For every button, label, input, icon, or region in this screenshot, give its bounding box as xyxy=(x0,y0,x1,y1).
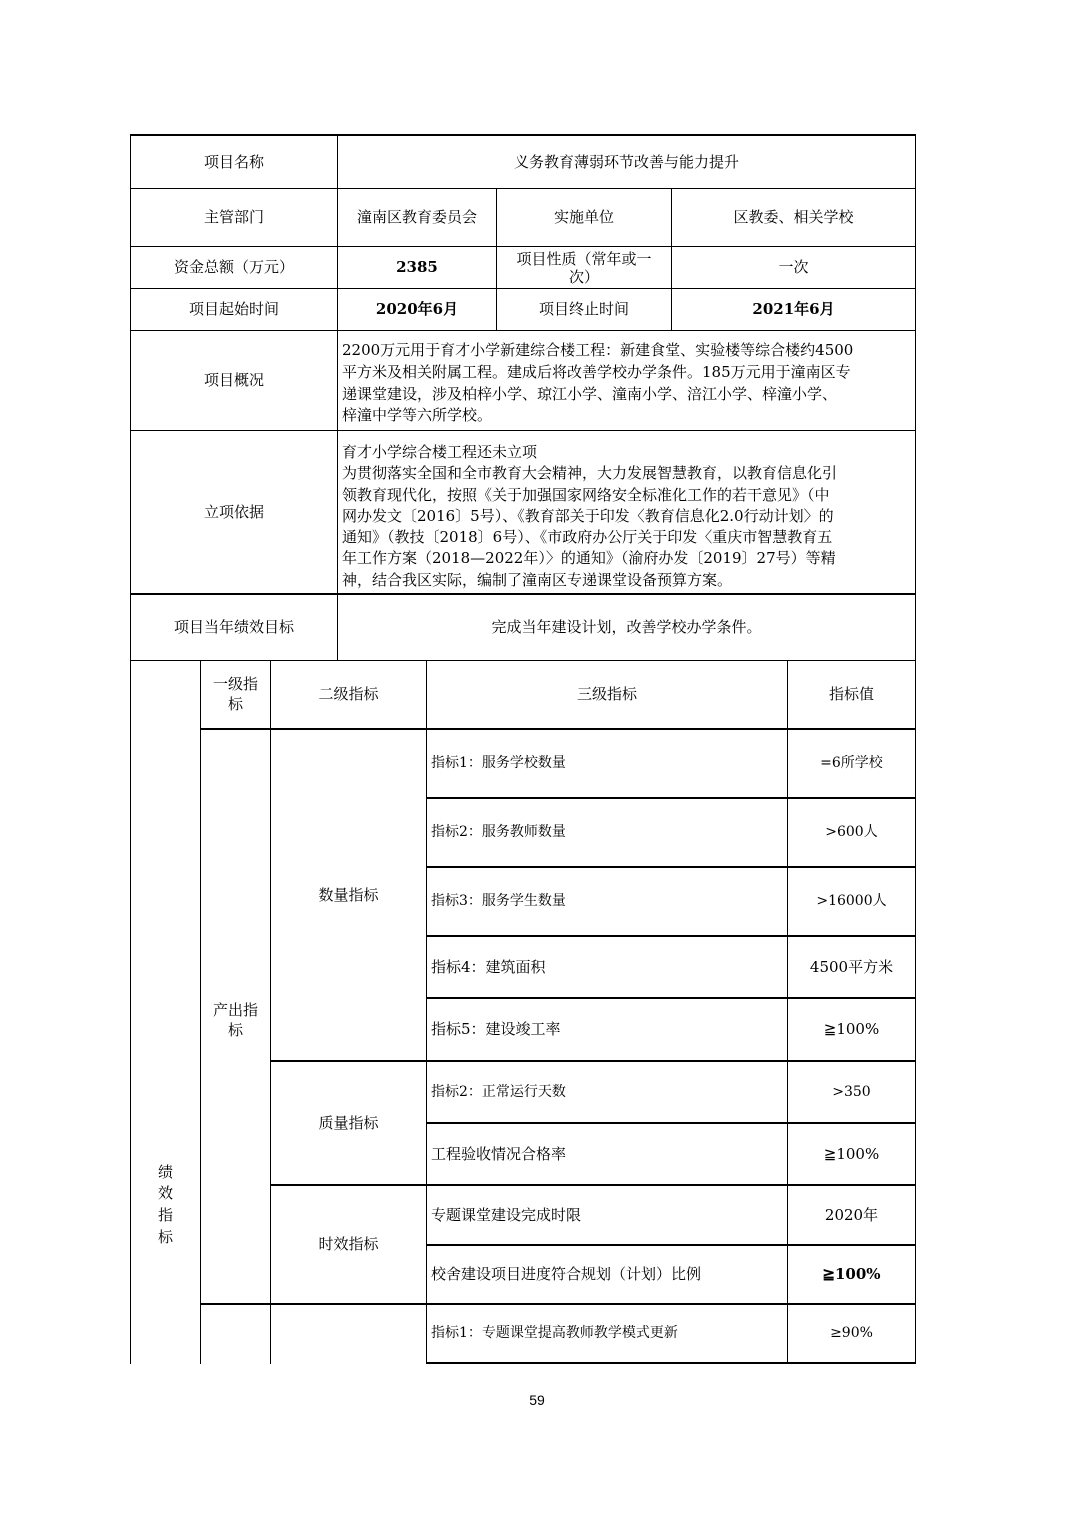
overview-line: 平方米及相关附属工程。建成后将改善学校办学条件。185万元用于潼南区专 xyxy=(342,362,851,381)
header-level1 xyxy=(201,661,270,728)
dept-value: 潼南区教育委员会 xyxy=(356,208,477,227)
indicator-row-name: 指标1：专题课堂提高教师教学模式更新 xyxy=(431,1325,678,1342)
goal-text: 完成当年建设计划，改善学校办学条件。 xyxy=(491,618,762,637)
indicator-row-value: >16000人 xyxy=(816,893,887,910)
basis-line: 育才小学综合楼工程还未立项 xyxy=(342,443,538,461)
start-value: 2020年6月 xyxy=(375,300,459,319)
end-label: 项目终止时间 xyxy=(538,300,629,319)
basis-label: 立项依据 xyxy=(203,502,264,521)
quantity-indicator-label: 数量指标 xyxy=(318,885,379,904)
indicator-row-value: 2020年 xyxy=(824,1205,879,1224)
indicator-row-name: 指标3：服务学生数量 xyxy=(431,893,566,910)
indicator-row-value: =6所学校 xyxy=(820,755,883,772)
fund-label: 资金总额（万元） xyxy=(173,258,294,277)
indicator-row-value: ≧100% xyxy=(823,1144,880,1163)
indicator-row-name: 指标2：正常运行天数 xyxy=(431,1083,566,1100)
nature-label-line: 项目性质（常年或一 xyxy=(516,249,652,268)
basis-line: 网办发文〔2016〕5号）、《教育部关于印发〈教育信息化2.0行动计划〉的 xyxy=(342,506,834,525)
overview-text xyxy=(338,331,915,430)
nature-label-line: 次） xyxy=(568,267,599,286)
indicator-row-value: 4500平方米 xyxy=(809,957,894,976)
indicator-row-value: ≧100% xyxy=(823,1020,880,1039)
indicator-row-name: 专题课堂建设完成时限 xyxy=(431,1205,582,1224)
end-value: 2021年6月 xyxy=(752,300,835,319)
quality-indicator-label: 质量指标 xyxy=(318,1113,379,1132)
header-value: 指标值 xyxy=(828,685,874,704)
rule xyxy=(426,1362,916,1364)
perf-label-char: 标 xyxy=(157,1227,173,1246)
indicator-row-value: ≥90% xyxy=(830,1325,873,1342)
header-level1-line: 一级指 xyxy=(212,675,258,693)
goal-label: 项目当年绩效目标 xyxy=(173,618,294,637)
output-label-line: 标 xyxy=(227,1021,243,1039)
basis-line: 领教育现代化，按照《关于加强国家网络安全标准化工作的若干意见》（中 xyxy=(342,485,830,504)
header-level3: 三级指标 xyxy=(576,685,637,704)
perf-indicator-label xyxy=(131,1140,200,1270)
indicator-row-value: >350 xyxy=(832,1083,871,1100)
indicator-row-name: 指标4：建筑面积 xyxy=(431,957,546,976)
indicator-row-name: 指标5：建设竣工率 xyxy=(431,1020,561,1039)
overview-line: 梓潼中学等六所学校。 xyxy=(342,406,493,425)
header-level2: 二级指标 xyxy=(318,685,379,704)
nature-label xyxy=(497,247,671,288)
page-number: 59 xyxy=(529,1392,545,1408)
start-label: 项目起始时间 xyxy=(188,300,279,319)
indicator-row-name: 指标1：服务学校数量 xyxy=(431,755,566,772)
perf-label-char: 指 xyxy=(157,1206,173,1224)
overview-line: 递课堂建设，涉及柏梓小学、琼江小学、潼南小学、涪江小学、梓潼小学、 xyxy=(342,384,838,403)
impl-value: 区教委、相关学校 xyxy=(733,208,854,227)
perf-label-char: 绩 xyxy=(157,1162,173,1181)
dept-label: 主管部门 xyxy=(203,208,264,227)
indicator-row-name: 工程验收情况合格率 xyxy=(431,1144,567,1163)
impl-label: 实施单位 xyxy=(553,208,614,227)
basis-line: 通知》（教技〔2018〕6号）、《市政府办公厅关于印发〈重庆市智慧教育五 xyxy=(342,528,833,547)
indicator-row-name: 指标2：服务教师数量 xyxy=(431,824,566,841)
fund-value: 2385 xyxy=(396,258,438,277)
header-level1-line: 标 xyxy=(227,694,243,713)
rule xyxy=(915,134,916,1364)
basis-line: 为贯彻落实全国和全市教育大会精神，大力发展智慧教育，以教育信息化引 xyxy=(342,464,838,483)
basis-text xyxy=(338,431,915,593)
output-indicator-label xyxy=(201,990,270,1050)
basis-line: 年工作方案（2018—2022年）〉的通知》（渝府办发〔2019〕27号）等精 xyxy=(342,549,836,568)
output-label-line: 产出指 xyxy=(212,1000,258,1019)
indicator-row-value: >600人 xyxy=(825,824,878,841)
perf-label-char: 效 xyxy=(157,1184,173,1203)
project-name-label: 项目名称 xyxy=(203,152,264,171)
timeliness-indicator-label: 时效指标 xyxy=(318,1235,379,1254)
basis-line: 神，结合我区实际，编制了潼南区专递课堂设备预算方案。 xyxy=(342,570,733,589)
overview-label: 项目概况 xyxy=(203,371,264,390)
overview-line: 2200万元用于育才小学新建综合楼工程：新建食堂、实验楼等综合楼约4500 xyxy=(342,341,854,359)
indicator-row-name: 校舍建设项目进度符合规划（计划）比例 xyxy=(431,1265,702,1284)
nature-value: 一次 xyxy=(778,258,809,277)
project-name-value: 义务教育薄弱环节改善与能力提升 xyxy=(513,152,739,171)
indicator-row-value: ≧100% xyxy=(822,1265,881,1284)
